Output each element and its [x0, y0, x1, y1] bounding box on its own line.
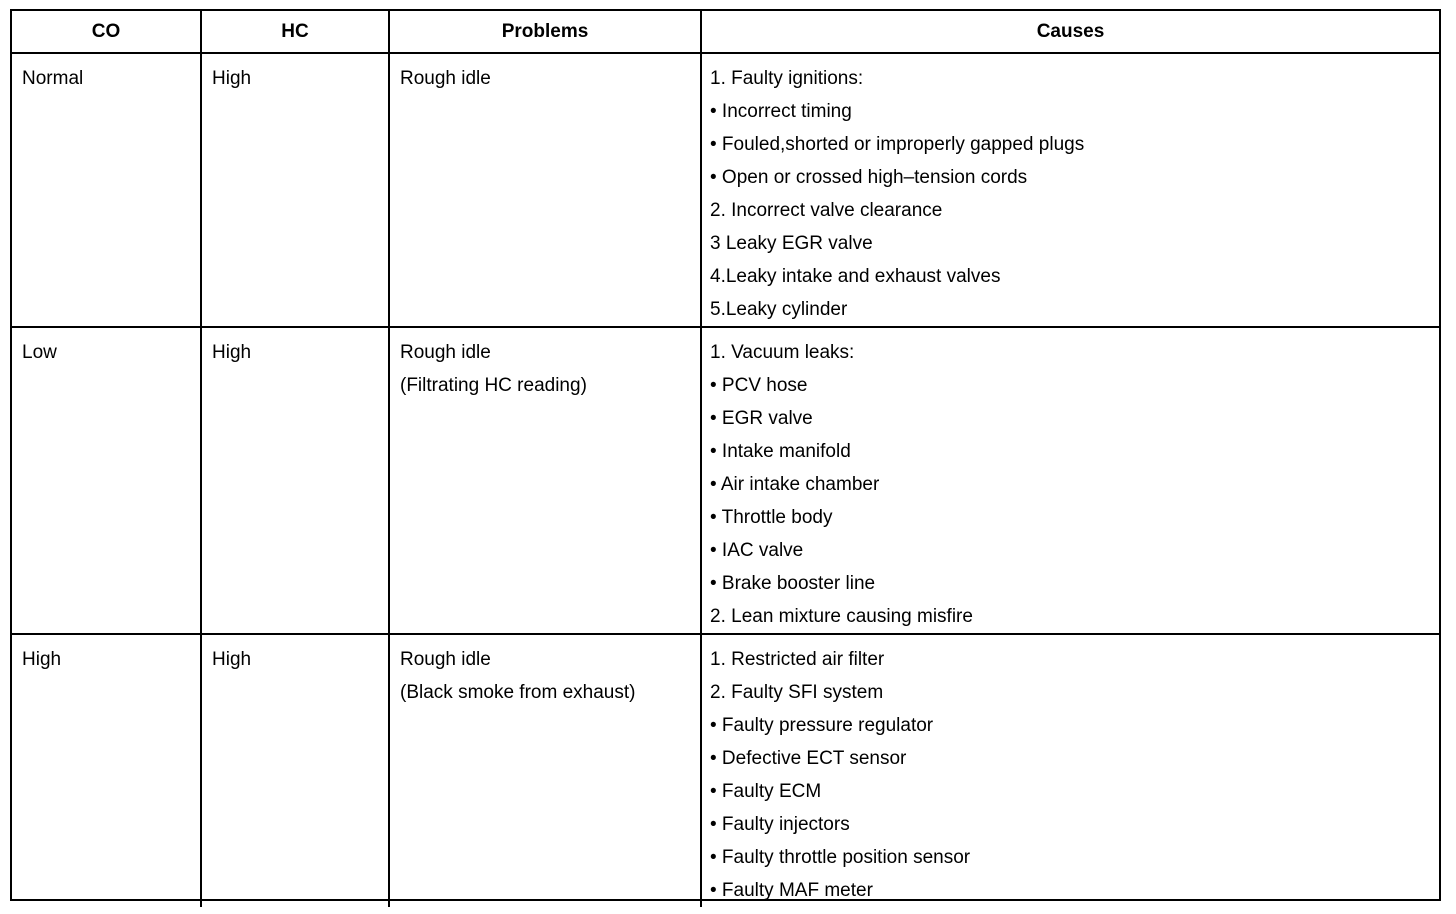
table-row [12, 53, 1439, 327]
problem-line: Rough idle [400, 342, 491, 363]
causes-cell [701, 634, 1439, 907]
cause-line: • Incorrect timing [710, 101, 852, 122]
cause-line: 1. Vacuum leaks: [710, 342, 855, 363]
cause-line: • Faulty MAF meter [710, 880, 873, 901]
problems-cell [389, 634, 701, 907]
cause-line: • Faulty throttle position sensor [710, 847, 971, 868]
co-cell: Normal [12, 53, 201, 327]
co-cell: Low [12, 327, 201, 634]
cause-line: 1. Faulty ignitions: [710, 68, 864, 89]
problem-line: (Filtrating HC reading) [400, 375, 587, 396]
diagnosis-table-frame [10, 9, 1441, 901]
cause-line: 2. Faulty SFI system [710, 682, 884, 703]
hc-cell: High [201, 53, 389, 327]
hc-cell: High [201, 634, 389, 907]
header-co: CO [12, 11, 201, 53]
problems-cell [389, 327, 701, 634]
cause-line: • Defective ECT sensor [710, 748, 907, 769]
co-cell: High [12, 634, 201, 907]
cause-line: • PCV hose [710, 375, 808, 396]
cause-line: • Faulty pressure regulator [710, 715, 934, 736]
cause-line: • EGR valve [710, 408, 813, 429]
cause-line: 5.Leaky cylinder [710, 299, 848, 320]
cause-line: • Throttle body [710, 507, 833, 528]
cause-line: • Open or crossed high–tension cords [710, 167, 1028, 188]
cause-line: • Air intake chamber [710, 474, 880, 495]
problem-line: (Black smoke from exhaust) [400, 682, 636, 703]
cause-line: • Faulty ECM [710, 781, 822, 802]
cause-line: 1. Restricted air filter [710, 649, 885, 670]
cause-line: 2. Lean mixture causing misfire [710, 606, 973, 627]
header-hc: HC [201, 11, 389, 53]
cause-line: • Faulty injectors [710, 814, 850, 835]
cause-line: 3 Leaky EGR valve [710, 233, 873, 254]
diagnosis-table [12, 11, 1439, 907]
cause-line: • IAC valve [710, 540, 804, 561]
header-row [12, 11, 1439, 53]
problem-line: Rough idle [400, 68, 491, 89]
cause-line: • Fouled,shorted or improperly gapped plugs [710, 134, 1085, 155]
table-row [12, 634, 1439, 907]
problem-line: Rough idle [400, 649, 491, 670]
cause-line: 2. Incorrect valve clearance [710, 200, 943, 221]
cause-line: • Intake manifold [710, 441, 851, 462]
header-causes: Causes [701, 11, 1439, 53]
table-row [12, 327, 1439, 634]
header-problems: Problems [389, 11, 701, 53]
causes-cell [701, 53, 1439, 327]
problems-cell [389, 53, 701, 327]
cause-line: • Brake booster line [710, 573, 876, 594]
hc-cell: High [201, 327, 389, 634]
causes-cell [701, 327, 1439, 634]
cause-line: 4.Leaky intake and exhaust valves [710, 266, 1001, 287]
